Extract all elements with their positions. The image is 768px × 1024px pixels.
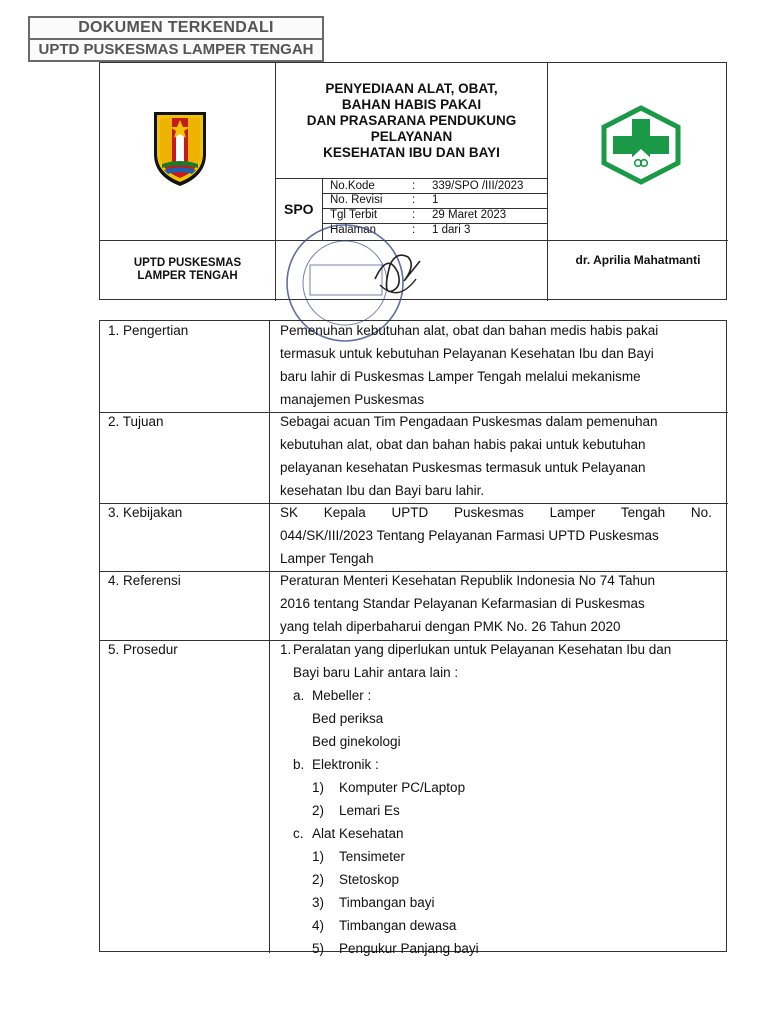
list-marker: 3) [312,895,325,910]
row-text-referensi [280,569,713,638]
puskesmas-logo [598,105,684,185]
meta-key-halaman: Halaman [330,224,377,236]
text-line: pelayanan kesehatan Puskesmas termasuk untuk Pelayanan [280,460,646,475]
row-label-pengertian: 1. Pengertian [108,323,189,338]
text-line: Peraturan Menteri Kesehatan Republik Indonesia No 74 Tahun [280,573,656,588]
list-item [280,638,713,661]
meta-sep: : [412,224,416,236]
list-item [280,914,713,937]
list-text: Bed ginekologi [312,734,401,749]
list-text: Komputer PC/Laptop [339,780,466,795]
text-line: kesehatan Ibu dan Bayi baru lahir. [280,483,485,498]
list-text: Mebeller : [312,688,372,703]
list-item [280,822,713,845]
meta-sep: : [412,194,416,206]
text-line: 2016 tentang Standar Pelayanan Kefarmasian di Puskesmas [280,596,645,611]
spo-label: SPO [284,201,314,217]
stamp-line-1: DOKUMEN TERKENDALI [30,18,322,40]
list-text: Peralatan yang diperlukan untuk Pelayanan Kesehatan Ibu dan [293,642,672,657]
meta-value-halaman: 1 dari 3 [432,224,471,236]
text-line: yang telah diperbaharui dengan PMK No. 26 Tahun 2020 [280,619,621,634]
list-marker: 5) [312,941,325,956]
meta-sep: : [412,180,416,192]
list-text: Alat Kesehatan [312,826,404,841]
org-line-2: LAMPER TENGAH [137,270,238,282]
list-item [280,868,713,891]
text-line: termasuk untuk kebutuhan Pelayanan Kesehatan Ibu dan Bayi [280,346,654,361]
meta-key-kode: No.Kode [330,180,375,192]
row-text-pengertian [280,319,713,411]
city-coat-of-arms-logo [150,108,210,188]
list-item [280,753,713,776]
list-marker: 4) [312,918,325,933]
org-line-1: UPTD PUSKESMAS [133,257,242,269]
text-line: Sebagai acuan Tim Pengadaan Puskesmas dalam pemenuhan [280,414,658,429]
meta-value-revisi: 1 [432,194,439,206]
list-item [280,684,713,707]
title-line: PENYEDIAAN ALAT, OBAT, [325,81,498,96]
list-marker: 1) [312,780,325,795]
meta-value-kode: 339/SPO /III/2023 [432,180,524,192]
signer-name: dr. Aprilia Mahatmanti [575,253,701,267]
title-line: PELAYANAN [370,129,453,144]
meta-sep: : [412,209,416,221]
row-text-tujuan [280,410,713,502]
puskesmas-cross-icon [598,105,684,185]
list-text: Lemari Es [339,803,400,818]
text-line: kebutuhan alat, obat dan bahan habis pakai untuk kebutuhan [280,437,646,452]
row-label-kebijakan: 3. Kebijakan [108,505,183,520]
text-line: baru lahir di Puskesmas Lamper Tengah melalui mekanisme [280,369,641,384]
list-item [280,891,713,914]
procedure-list [280,638,713,960]
meta-value-terbit: 29 Maret 2023 [432,209,507,221]
text-line: 044/SK/III/2023 Tentang Pelayanan Farmasi UPTD Puskesmas [280,528,659,543]
stamp-line-2: UPTD PUSKESMAS LAMPER TENGAH [38,41,314,58]
list-item [280,799,713,822]
list-item [280,776,713,799]
row-label-referensi: 4. Referensi [108,573,181,588]
list-marker: 1) [312,849,325,864]
text-line: Lamper Tengah [280,551,374,566]
controlled-document-stamp [28,16,324,62]
title-line: DAN PRASARANA PENDUKUNG [306,113,517,128]
organization-name [100,257,275,283]
list-marker: 2) [312,872,325,887]
coat-of-arms-icon [150,108,210,188]
row-label-prosedur: 5. Prosedur [108,642,178,657]
list-item [280,707,713,730]
procedure-table [99,320,727,956]
list-item [280,661,713,684]
list-marker: c. [293,826,304,841]
list-item [280,937,713,960]
list-text: Pengukur Panjang bayi [339,941,479,956]
text-line: Pemenuhan kebutuhan alat, obat dan bahan medis habis pakai [280,323,659,338]
list-marker: a. [293,688,305,703]
document-title [276,81,547,161]
title-line: KESEHATAN IBU DAN BAYI [323,145,500,160]
row-text-kebijakan [280,501,713,570]
document-header [99,62,727,300]
list-text: Timbangan bayi [339,895,435,910]
list-text: Timbangan dewasa [339,918,457,933]
list-item [280,730,713,753]
text-line: SK Kepala UPTD Puskesmas Lamper Tengah No. [280,505,712,520]
list-text: Elektronik : [312,757,379,772]
list-text: Tensimeter [339,849,406,864]
title-line: BAHAN HABIS PAKAI [341,97,482,112]
meta-key-revisi: No. Revisi [330,194,383,206]
list-marker: 2) [312,803,325,818]
text-line: manajemen Puskesmas [280,392,425,407]
list-text: Bayi baru Lahir antara lain : [293,665,459,680]
list-item [280,845,713,868]
meta-key-terbit: Tgl Terbit [330,209,378,221]
list-text: Bed periksa [312,711,384,726]
row-label-tujuan: 2. Tujuan [108,414,164,429]
list-text: Stetoskop [339,872,400,887]
list-marker: b. [293,757,305,772]
list-marker: 1. [280,642,292,657]
